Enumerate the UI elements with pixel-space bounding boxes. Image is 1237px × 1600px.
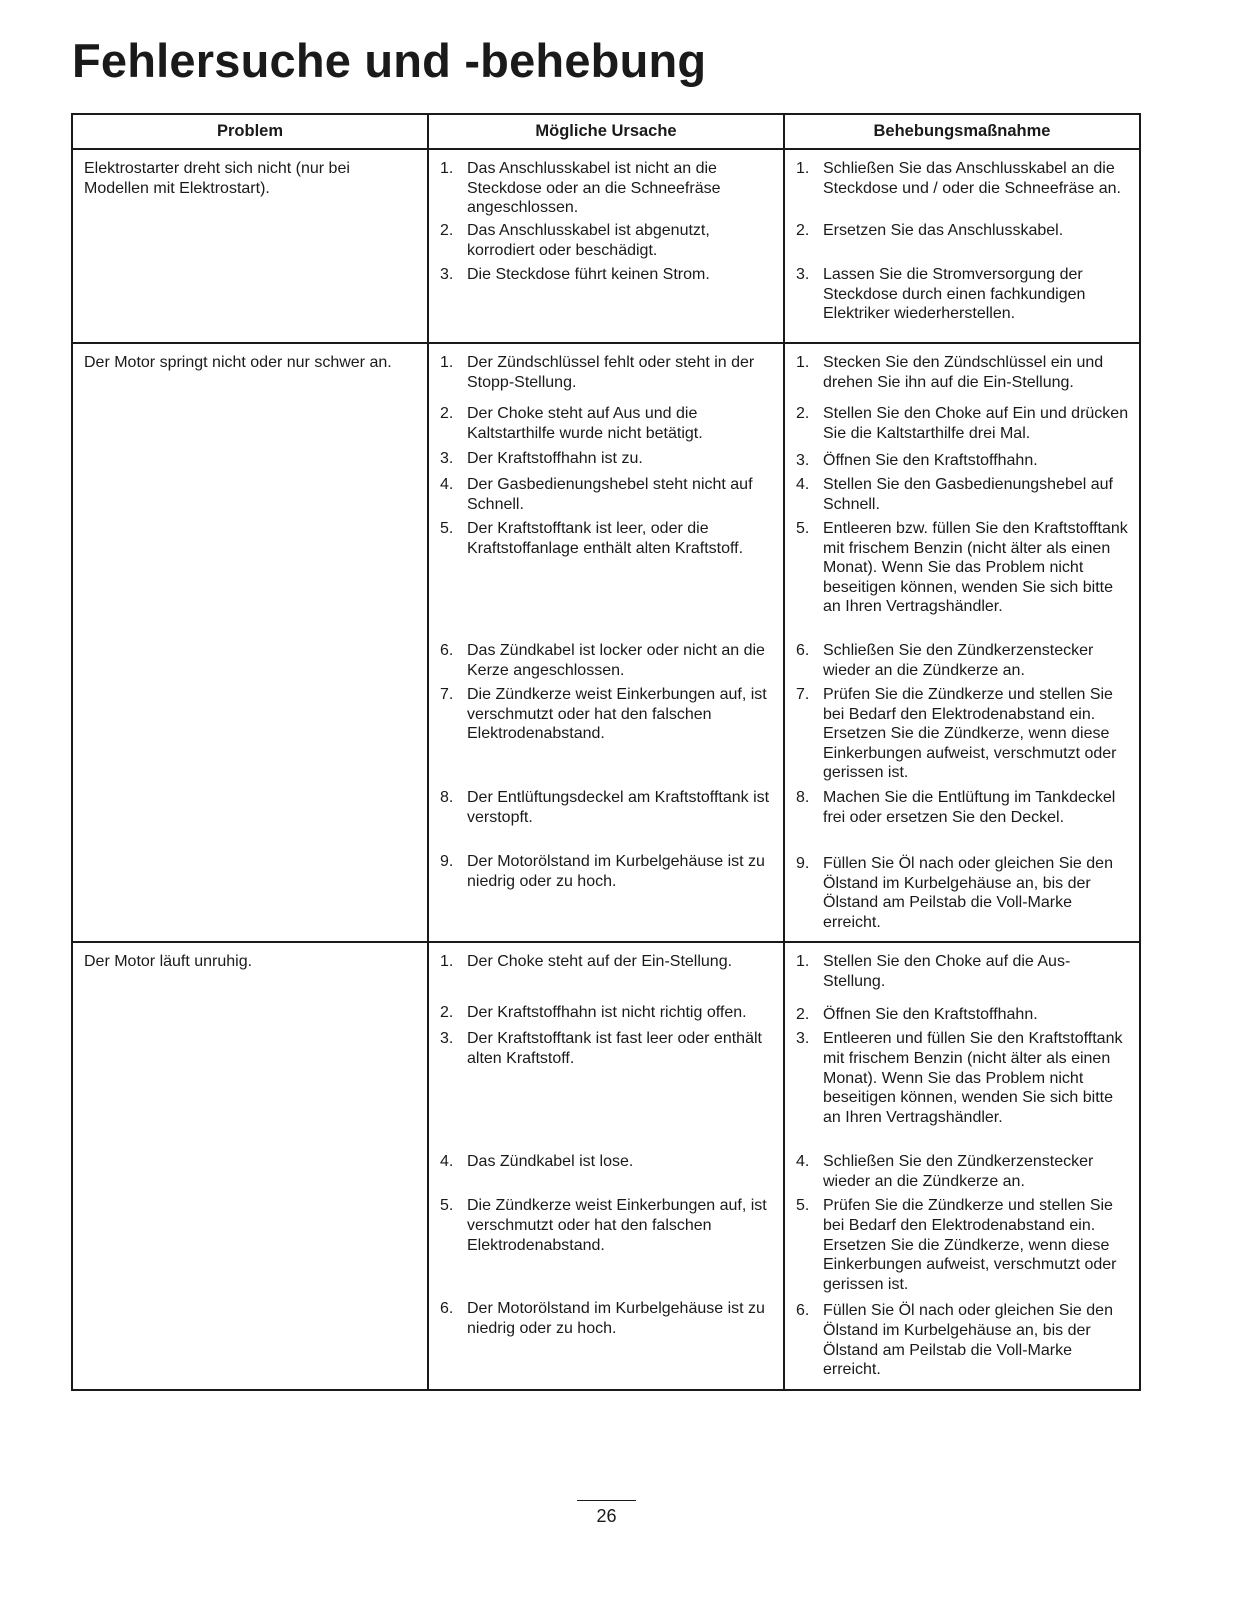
- remedy-text: Schließen Sie den Zündkerzenstecker wieder an die Zündkerze an.: [823, 1153, 1094, 1190]
- item-number: 7.: [440, 686, 454, 703]
- item-number: 3.: [440, 266, 454, 283]
- item-number: 6.: [440, 1300, 454, 1318]
- cause-text: Die Zündkerze weist Einkerbungen auf, ist verschmutzt oder hat den falschen Elektrodenabstand.: [467, 1197, 767, 1254]
- table-row: [72, 942, 1140, 1389]
- list-item: [796, 1152, 1129, 1196]
- remedy-text: Stellen Sie den Gasbedienungshebel auf Schnell.: [823, 476, 1113, 513]
- footer-rule: [577, 1500, 636, 1501]
- problem-cell: [72, 942, 428, 1389]
- header-remedy: Behebungsmaßnahme: [784, 114, 1140, 149]
- list-item: [796, 1299, 1129, 1379]
- list-item: [796, 404, 1129, 449]
- remedy-text: Stecken Sie den Zündschlüssel ein und drehen Sie ihn auf die Ein-Stellung.: [823, 354, 1104, 391]
- list-item: [440, 449, 773, 475]
- remedy-text: Schließen Sie den Zündkerzenstecker wieder an die Zündkerze an.: [823, 642, 1094, 679]
- item-number: 1.: [440, 160, 454, 177]
- item-number: 4.: [440, 476, 454, 493]
- item-number: 8.: [796, 789, 810, 806]
- item-number: 1.: [440, 953, 454, 971]
- item-number: 1.: [796, 354, 810, 371]
- list-item: [796, 1003, 1129, 1029]
- item-number: 6.: [796, 1302, 810, 1320]
- cause-text: Der Zündschlüssel fehlt oder steht in der Stopp-Stellung.: [467, 354, 755, 391]
- cause-text: Die Zündkerze weist Einkerbungen auf, ist verschmutzt oder hat den falschen Elektrodenabstand.: [467, 686, 767, 743]
- list-item: [796, 685, 1129, 788]
- cause-cell: [428, 149, 784, 343]
- cause-text: Der Kraftstoffhahn ist nicht richtig offen.: [467, 1004, 747, 1022]
- list-item: [796, 353, 1129, 404]
- cause-text: Der Motorölstand im Kurbelgehäuse ist zu niedrig oder zu hoch.: [467, 1300, 765, 1337]
- list-item: [796, 159, 1129, 221]
- list-item: [440, 353, 773, 404]
- item-number: 6.: [796, 642, 810, 659]
- list-item: [440, 641, 773, 685]
- item-number: 6.: [440, 642, 454, 659]
- item-number: 4.: [440, 1153, 454, 1171]
- remedy-text: Lassen Sie die Stromversorgung der Steckdose durch einen fachkundigen Elektriker wiederherstellen.: [823, 266, 1086, 323]
- remedy-text: Prüfen Sie die Zündkerze und stellen Sie bei Bedarf den Elektrodenabstand ein. Ersetzen Sie die Zündkerze, wenn diese Einkerbungen aufweist, verschmutzt oder gerissen ist.: [823, 686, 1117, 782]
- item-number: 9.: [796, 855, 810, 872]
- troubleshooting-table: [71, 113, 1141, 1391]
- cause-text: Der Entlüftungsdeckel am Kraftstofftank ist verstopft.: [467, 789, 770, 826]
- list-item: [440, 265, 773, 285]
- list-item: [440, 1003, 773, 1029]
- item-number: 2.: [796, 405, 810, 422]
- remedy-text: Öffnen Sie den Kraftstoffhahn.: [823, 452, 1038, 469]
- remedy-cell: [784, 343, 1140, 942]
- page-title: Fehlersuche und -behebung: [72, 34, 707, 87]
- list-item: [440, 221, 773, 265]
- cause-text: Der Kraftstoffhahn ist zu.: [467, 450, 643, 467]
- item-number: 1.: [796, 160, 810, 177]
- item-number: 3.: [440, 450, 454, 467]
- cause-cell: [428, 942, 784, 1389]
- cause-text: Das Zündkabel ist lose.: [467, 1153, 634, 1171]
- item-number: 3.: [796, 266, 810, 283]
- remedy-text: Machen Sie die Entlüftung im Tankdeckel frei oder ersetzen Sie den Deckel.: [823, 789, 1116, 826]
- cause-cell: [428, 343, 784, 942]
- item-number: 3.: [440, 1030, 454, 1048]
- list-item: [796, 475, 1129, 519]
- remedy-text: Ersetzen Sie das Anschlusskabel.: [823, 222, 1064, 239]
- item-number: 4.: [796, 1153, 810, 1171]
- list-item: [440, 1299, 773, 1338]
- header-cause: Mögliche Ursache: [428, 114, 784, 149]
- cause-text: Der Gasbedienungshebel steht nicht auf Schnell.: [467, 476, 753, 513]
- item-number: 3.: [796, 452, 810, 469]
- item-number: 2.: [796, 222, 810, 239]
- table-row: [72, 343, 1140, 942]
- cause-text: Der Choke steht auf der Ein-Stellung.: [467, 953, 733, 971]
- remedy-text: Prüfen Sie die Zündkerze und stellen Sie bei Bedarf den Elektrodenabstand ein. Ersetzen Sie die Zündkerze, wenn diese Einkerbungen aufweist, verschmutzt oder gerissen ist.: [823, 1197, 1117, 1293]
- item-number: 8.: [440, 789, 454, 806]
- table-header-row: [72, 114, 1140, 149]
- problem-text: Der Motor springt nicht oder nur schwer an.: [84, 354, 392, 371]
- list-item: [440, 685, 773, 788]
- list-item: [796, 788, 1129, 852]
- remedy-text: Füllen Sie Öl nach oder gleichen Sie den Ölstand im Kurbelgehäuse an, bis der Ölstand am Peilstab die Voll-Marke erreicht.: [823, 855, 1113, 931]
- item-number: 5.: [440, 1197, 454, 1215]
- list-item: [796, 1029, 1129, 1152]
- list-item: [796, 221, 1129, 265]
- cause-text: Der Choke steht auf Aus und die Kaltstarthilfe wurde nicht betätigt.: [467, 405, 703, 442]
- item-number: 2.: [796, 1006, 810, 1024]
- cause-text: Das Zündkabel ist locker oder nicht an die Kerze angeschlossen.: [467, 642, 765, 679]
- remedy-text: Öffnen Sie den Kraftstoffhahn.: [823, 1006, 1038, 1024]
- remedy-text: Stellen Sie den Choke auf die Aus-Stellung.: [823, 953, 1071, 990]
- cause-text: Der Kraftstofftank ist leer, oder die Kraftstoffanlage enthält alten Kraftstoff.: [467, 520, 744, 557]
- list-item: [796, 1196, 1129, 1299]
- list-item: [440, 788, 773, 852]
- problem-text: Der Motor läuft unruhig.: [84, 953, 253, 971]
- cause-text: Das Anschlusskabel ist nicht an die Steckdose oder an die Schneefräse angeschlossen.: [467, 160, 721, 217]
- list-item: [440, 404, 773, 449]
- remedy-text: Füllen Sie Öl nach oder gleichen Sie den Ölstand im Kurbelgehäuse an, bis der Ölstand am Peilstab die Voll-Marke erreicht.: [823, 1302, 1113, 1379]
- item-number: 5.: [796, 1197, 810, 1215]
- cause-text: Der Motorölstand im Kurbelgehäuse ist zu niedrig oder zu hoch.: [467, 853, 765, 890]
- item-number: 1.: [796, 953, 810, 971]
- list-item: [440, 952, 773, 1003]
- remedy-text: Entleeren bzw. füllen Sie den Kraftstofftank mit frischem Benzin (nicht älter als einen Monat). Wenn Sie das Problem nicht beseitigen können, wenden Sie sich bitte an Ihren Vertragshändler.: [823, 520, 1128, 616]
- problem-text: Elektrostarter dreht sich nicht (nur bei Modellen mit Elektrostart).: [84, 160, 350, 197]
- item-number: 9.: [440, 853, 454, 870]
- remedy-cell: [784, 942, 1140, 1389]
- list-item: [440, 1196, 773, 1299]
- list-item: [796, 952, 1129, 1003]
- item-number: 7.: [796, 686, 810, 703]
- list-item: [796, 449, 1129, 475]
- remedy-cell: [784, 149, 1140, 343]
- problem-cell: [72, 343, 428, 942]
- list-item: [440, 475, 773, 519]
- remedy-text: Stellen Sie den Choke auf Ein und drücken Sie die Kaltstarthilfe drei Mal.: [823, 405, 1129, 442]
- item-number: 2.: [440, 405, 454, 422]
- item-number: 5.: [440, 520, 454, 537]
- list-item: [796, 641, 1129, 685]
- list-item: [796, 852, 1129, 932]
- page-number: 26: [596, 1506, 617, 1526]
- list-item: [796, 519, 1129, 641]
- list-item: [440, 519, 773, 641]
- item-number: 2.: [440, 1004, 454, 1022]
- remedy-text: Schließen Sie das Anschlusskabel an die Steckdose und / oder die Schneefräse an.: [823, 160, 1121, 197]
- list-item: [440, 1029, 773, 1152]
- cause-text: Der Kraftstofftank ist fast leer oder enthält alten Kraftstoff.: [467, 1030, 762, 1067]
- item-number: 3.: [796, 1030, 810, 1048]
- header-problem: Problem: [72, 114, 428, 149]
- list-item: [440, 852, 773, 891]
- remedy-text: Entleeren und füllen Sie den Kraftstofftank mit frischem Benzin (nicht älter als einen Monat). Wenn Sie das Problem nicht beseitigen können, wenden Sie sich bitte an Ihren Vertragshändler.: [823, 1030, 1123, 1126]
- item-number: 4.: [796, 476, 810, 493]
- cause-text: Die Steckdose führt keinen Strom.: [467, 266, 710, 283]
- item-number: 2.: [440, 222, 454, 239]
- problem-cell: [72, 149, 428, 343]
- list-item: [796, 265, 1129, 324]
- item-number: 5.: [796, 520, 810, 537]
- cause-text: Das Anschlusskabel ist abgenutzt, korrodiert oder beschädigt.: [467, 222, 710, 259]
- list-item: [440, 1152, 773, 1196]
- table-row: [72, 149, 1140, 343]
- list-item: [440, 159, 773, 221]
- item-number: 1.: [440, 354, 454, 371]
